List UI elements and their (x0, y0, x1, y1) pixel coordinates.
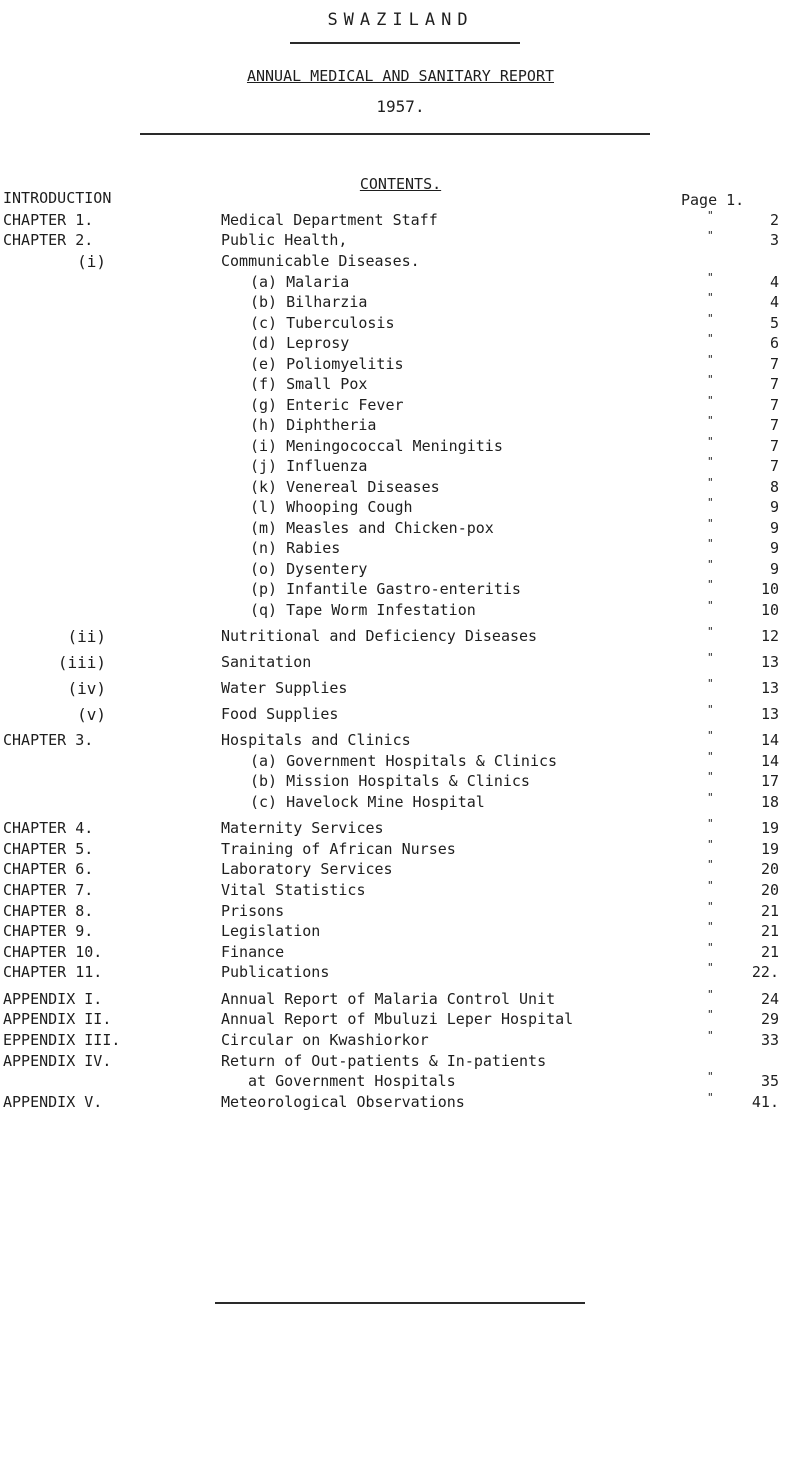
entry-title: Public Health, (221, 231, 348, 249)
page-number: 19 (760, 819, 779, 837)
toc-entry (0, 881, 801, 901)
toc-entry (0, 519, 801, 539)
ditto-mark: " (707, 537, 714, 550)
toc-entry (0, 231, 801, 251)
subsection-numeral: (ii) (67, 627, 106, 646)
entry-title: (c) Tuberculosis (250, 314, 395, 332)
ditto-mark: " (707, 599, 714, 612)
entry-title: (p) Infantile Gastro-enteritis (250, 580, 521, 598)
page-number: 41. (751, 1093, 779, 1111)
ditto-mark: " (707, 750, 714, 763)
section-label: CHAPTER 10. (3, 943, 103, 961)
entry-title: Vital Statistics (221, 881, 366, 899)
ditto-mark: " (707, 1008, 714, 1021)
ditto-mark: " (707, 858, 714, 871)
entry-title: (n) Rabies (250, 539, 341, 557)
entry-title: (b) Bilharzia (250, 293, 368, 311)
ditto-mark: " (707, 625, 714, 638)
report-year: 1957. (376, 97, 425, 116)
toc-entry (0, 679, 801, 699)
entry-title: Annual Report of Mbuluzi Leper Hospital (221, 1010, 574, 1028)
toc-entry (0, 478, 801, 498)
ditto-mark: " (707, 414, 714, 427)
entry-title: Sanitation (221, 653, 312, 671)
section-label: CHAPTER 1. (3, 211, 94, 229)
country-underline (290, 42, 520, 44)
entry-title: (l) Whooping Cough (250, 498, 413, 516)
ditto-mark: " (707, 229, 714, 242)
entry-title: Hospitals and Clinics (221, 731, 411, 749)
entry-title: Annual Report of Malaria Control Unit (221, 990, 556, 1008)
entry-title: Meteorological Observations (221, 1093, 465, 1111)
entry-title: Prisons (221, 902, 285, 920)
entry-title: (c) Havelock Mine Hospital (250, 793, 485, 811)
entry-title: (o) Dysentery (250, 560, 368, 578)
page-number: 9 (769, 498, 779, 516)
title-rule (140, 133, 650, 135)
page-number: 35 (760, 1072, 779, 1090)
page-number: 7 (769, 355, 779, 373)
toc-entry (0, 437, 801, 457)
page-number: 14 (760, 731, 779, 749)
toc-entry (0, 860, 801, 880)
entry-title: (q) Tape Worm Infestation (250, 601, 476, 619)
entry-title: (g) Enteric Fever (250, 396, 404, 414)
page-number: 17 (760, 772, 779, 790)
ditto-mark: " (707, 941, 714, 954)
entry-title: (m) Measles and Chicken-pox (250, 519, 494, 537)
page-number: 9 (769, 519, 779, 537)
ditto-mark: " (707, 435, 714, 448)
toc-entry (0, 334, 801, 354)
ditto-mark: " (707, 476, 714, 489)
subsection-numeral: (v) (77, 705, 106, 724)
page-number: 24 (760, 990, 779, 1008)
ditto-mark: " (707, 1070, 714, 1083)
page-number: 2 (769, 211, 779, 229)
entry-title: (k) Venereal Diseases (250, 478, 440, 496)
ditto-mark: " (707, 791, 714, 804)
entry-title: Circular on Kwashiorkor (221, 1031, 429, 1049)
toc-entry (0, 375, 801, 395)
section-label: EPPENDIX III. (3, 1031, 121, 1049)
ditto-mark: " (707, 332, 714, 345)
toc-entry (0, 731, 801, 751)
page-number: 13 (760, 679, 779, 697)
page-number: 6 (769, 334, 779, 352)
page-number: 21 (760, 902, 779, 920)
toc-entry (0, 1031, 801, 1051)
toc-entry (0, 705, 801, 725)
toc-entry (0, 840, 801, 860)
page-number: 20 (760, 860, 779, 878)
ditto-mark: " (707, 312, 714, 325)
ditto-mark: " (707, 578, 714, 591)
entry-title: Maternity Services (221, 819, 384, 837)
ditto-mark: " (707, 517, 714, 530)
toc-entry (0, 902, 801, 922)
page-number: 19 (760, 840, 779, 858)
ditto-mark: " (707, 209, 714, 222)
ditto-mark: " (707, 677, 714, 690)
toc-entry (0, 752, 801, 772)
page-number: 7 (769, 437, 779, 455)
toc-entry (0, 601, 801, 621)
toc-entry (0, 498, 801, 518)
section-label: CHAPTER 7. (3, 881, 94, 899)
toc-entry (0, 943, 801, 963)
ditto-mark: " (707, 455, 714, 468)
introduction-label: INTRODUCTION (3, 189, 112, 207)
toc-entry (0, 273, 801, 293)
country-heading: SWAZILAND (327, 10, 474, 30)
entry-title: Laboratory Services (221, 860, 393, 878)
toc-entry (0, 539, 801, 559)
entry-title: Training of African Nurses (221, 840, 456, 858)
ditto-mark: " (707, 373, 714, 386)
ditto-mark: " (707, 291, 714, 304)
toc-entry (0, 990, 801, 1010)
footer-rule (215, 1302, 585, 1304)
page-number: 10 (760, 601, 779, 619)
toc-entry (0, 922, 801, 942)
entry-title: (d) Leprosy (250, 334, 350, 352)
ditto-mark: " (707, 729, 714, 742)
page-number: 7 (769, 396, 779, 414)
section-label: CHAPTER 2. (3, 231, 94, 249)
toc-entry (0, 416, 801, 436)
section-label: APPENDIX II. (3, 1010, 112, 1028)
page-number: 13 (760, 705, 779, 723)
section-label: APPENDIX V. (3, 1093, 103, 1111)
subsection-numeral: (i) (77, 252, 106, 271)
ditto-mark: " (707, 703, 714, 716)
section-label: APPENDIX I. (3, 990, 103, 1008)
ditto-mark: " (707, 496, 714, 509)
page-number: 8 (769, 478, 779, 496)
intro-page (681, 191, 744, 209)
section-label: CHAPTER 6. (3, 860, 94, 878)
ditto-mark: " (707, 271, 714, 284)
toc-entry (0, 560, 801, 580)
entry-title: (b) Mission Hospitals & Clinics (250, 772, 530, 790)
entry-title: (a) Malaria (250, 273, 350, 291)
entry-title: Publications (221, 963, 330, 981)
section-label: APPENDIX IV. (3, 1052, 112, 1070)
page-number: 13 (760, 653, 779, 671)
toc-entry (0, 1072, 801, 1092)
entry-title: Water Supplies (221, 679, 348, 697)
ditto-mark: " (707, 879, 714, 892)
page-word: Page (681, 191, 718, 209)
entry-title: (f) Small Pox (250, 375, 368, 393)
ditto-mark: " (707, 988, 714, 1001)
toc-entry (0, 252, 801, 272)
contents-heading: CONTENTS. (359, 175, 442, 193)
entry-title: (j) Influenza (250, 457, 368, 475)
page-number: 4 (769, 293, 779, 311)
page-number: 4 (769, 273, 779, 291)
report-title: ANNUAL MEDICAL AND SANITARY REPORT (246, 67, 555, 85)
page-number: 29 (760, 1010, 779, 1028)
page-number: 3 (769, 231, 779, 249)
subsection-numeral: (iv) (67, 679, 106, 698)
page-number: 20 (760, 881, 779, 899)
toc-entry (0, 211, 801, 231)
toc-entry (0, 772, 801, 792)
toc-entry (0, 1010, 801, 1030)
section-label: CHAPTER 3. (3, 731, 94, 749)
intro-page-number: 1. (726, 191, 745, 209)
entry-title: at Government Hospitals (248, 1072, 456, 1090)
toc-entry (0, 355, 801, 375)
section-label: CHAPTER 4. (3, 819, 94, 837)
page-number: 18 (760, 793, 779, 811)
page-number: 10 (760, 580, 779, 598)
entry-title: Finance (221, 943, 285, 961)
entry-title: Nutritional and Deficiency Diseases (221, 627, 538, 645)
ditto-mark: " (707, 900, 714, 913)
entry-title: Return of Out-patients & In-patients (221, 1052, 547, 1070)
toc-entry (0, 293, 801, 313)
toc-entry (0, 396, 801, 416)
ditto-mark: " (707, 651, 714, 664)
page-number: 9 (769, 539, 779, 557)
entry-title: Food Supplies (221, 705, 339, 723)
toc-entry (0, 793, 801, 813)
ditto-mark: " (707, 394, 714, 407)
entry-title: (i) Meningococcal Meningitis (250, 437, 503, 455)
page-number: 7 (769, 457, 779, 475)
subsection-numeral: (iii) (57, 653, 106, 672)
ditto-mark: " (707, 770, 714, 783)
page-number: 21 (760, 943, 779, 961)
toc-entry (0, 314, 801, 334)
section-label: CHAPTER 9. (3, 922, 94, 940)
entry-title: (a) Government Hospitals & Clinics (250, 752, 558, 770)
toc-entry (0, 963, 801, 983)
ditto-mark: " (707, 817, 714, 830)
section-label: CHAPTER 11. (3, 963, 103, 981)
toc-entry (0, 457, 801, 477)
entry-title: Communicable Diseases. (221, 252, 420, 270)
page-number: 5 (769, 314, 779, 332)
page-number: 14 (760, 752, 779, 770)
toc-entry (0, 653, 801, 673)
ditto-mark: " (707, 1029, 714, 1042)
page-number: 12 (760, 627, 779, 645)
toc-entry (0, 627, 801, 647)
ditto-mark: " (707, 353, 714, 366)
page-number: 7 (769, 416, 779, 434)
ditto-mark: " (707, 558, 714, 571)
ditto-mark: " (707, 920, 714, 933)
entry-title: (e) Poliomyelitis (250, 355, 404, 373)
section-label: CHAPTER 5. (3, 840, 94, 858)
toc-entry (0, 1052, 801, 1072)
toc-entry (0, 580, 801, 600)
toc-entry (0, 819, 801, 839)
ditto-mark: " (707, 838, 714, 851)
page-number: 9 (769, 560, 779, 578)
ditto-mark: " (707, 961, 714, 974)
toc-entry (0, 1093, 801, 1113)
ditto-mark: " (707, 1091, 714, 1104)
page-number: 22. (751, 963, 779, 981)
page-number: 33 (760, 1031, 779, 1049)
entry-title: Medical Department Staff (221, 211, 438, 229)
entry-title: (h) Diphtheria (250, 416, 377, 434)
page-number: 7 (769, 375, 779, 393)
section-label: CHAPTER 8. (3, 902, 94, 920)
entry-title: Legislation (221, 922, 321, 940)
page-number: 21 (760, 922, 779, 940)
